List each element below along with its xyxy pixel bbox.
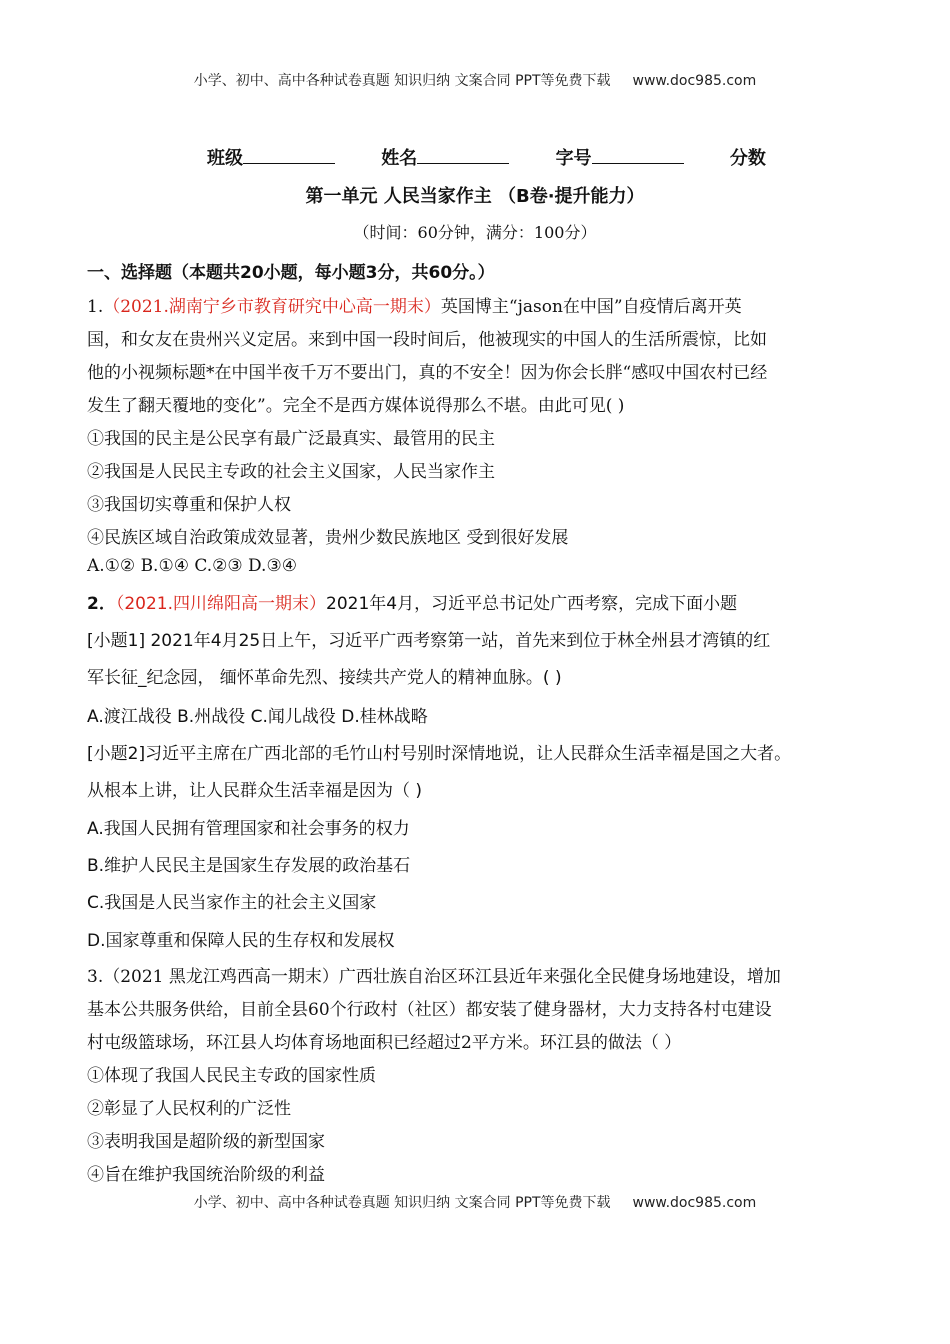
q2-sub2-option: C.我国是人民当家作主的社会主义国家	[87, 893, 377, 913]
q1-option: ②我国是人民民主专政的社会主义国家，人民当家作主	[87, 462, 495, 482]
section-heading: 一、选择题（本题共20小题，每小题3分，共60分。）	[87, 263, 495, 283]
id-label: 字号	[555, 148, 592, 169]
q2-sub1-line: 军长征_纪念园， 缅怀革命先烈、接续共产党人的精神血脉。( )	[87, 668, 562, 688]
q1-line: 1.（2021.湖南宁乡市教育研究中心高一期末）英国博主“jason在中国”自疫情后离开英	[87, 297, 742, 317]
q1-line: 他的小视频标题*在中国半夜千万不要出门，真的不安全！因为你会长胖“感叹中国农村已经	[87, 363, 768, 383]
class-label: 班级	[207, 148, 243, 169]
header-url[interactable]: www.doc985.com	[632, 73, 757, 89]
q3-option: ②彰显了人民权利的广泛性	[87, 1099, 291, 1119]
q2-sub2-option: B.维护人民民主是国家生存发展的政治基石	[87, 856, 411, 876]
q2-sub2-line: 从根本上讲，让人民群众生活幸福是因为（ )	[87, 781, 423, 801]
q2-intro: 2021年4月，习近平总书记处广西考察，完成下面小题	[326, 594, 738, 614]
q1-line: 国，和女友在贵州兴义定居。来到中国一段时间后，他被现实的中国人的生活所震惊，比如	[87, 330, 767, 350]
header-text: 小学、初中、高中各种试卷真题 知识归纳 文案合同 PPT等免费下载	[193, 73, 611, 89]
q2-sub2-option: A.我国人民拥有管理国家和社会事务的权力	[87, 819, 410, 839]
q2-line	[87, 589, 737, 614]
page-title: 第一单元 人民当家作主 （B卷·提升能力）	[305, 186, 645, 207]
q3-option: ①体现了我国人民民主专政的国家性质	[87, 1066, 376, 1086]
page-header	[0, 70, 950, 90]
q3-option: ④旨在维护我国统治阶级的利益	[87, 1165, 325, 1185]
score-label: 分数	[729, 148, 766, 169]
q3-line: 3.（2021 黑龙江鸡西高一期末）广西壮族自治区环江县近年来强化全民健身场地建设，增加	[87, 967, 781, 987]
q1-line: 发生了翻天覆地的变化”。完全不是西方媒体说得那么不堪。由此可见( )	[87, 396, 625, 416]
q3-line: 村屯级篮球场，环江县人均体育场地面积已经超过2平方米。环江县的做法（ ）	[87, 1033, 682, 1053]
q2-source: （2021.四川绵阳高一期末）	[115, 594, 327, 614]
page-footer	[0, 1192, 950, 1212]
q3-line: 基本公共服务供给，目前全县60个行政村（社区）都安装了健身器材，大力支持各村屯建设	[87, 1000, 772, 1020]
q2-number: 2．	[87, 594, 116, 614]
q2-sub1-line: [小题1] 2021年4月25日上午，习近平广西考察第一站，首先来到位于林全州县才湾镇的红	[87, 631, 771, 651]
q2-sub1-answers: A.渡江战役 B.州战役 C.闻儿战役 D.桂林战略	[87, 707, 428, 727]
class-blank[interactable]	[243, 147, 335, 164]
q2-sub2-line: [小题2]习近平主席在广西北部的毛竹山村号别时深情地说，让人民群众生活幸福是国之大者。	[87, 744, 792, 764]
name-label: 姓名	[381, 148, 418, 169]
q1-option: ③我国切实尊重和保护人权	[87, 495, 291, 515]
id-blank[interactable]	[592, 147, 684, 164]
q1-number: 1.	[87, 297, 104, 317]
page-subtitle: （时间：60分钟，满分：100分）	[353, 223, 597, 242]
q3-option: ③表明我国是超阶级的新型国家	[87, 1132, 325, 1152]
footer-url[interactable]: www.doc985.com	[632, 1195, 757, 1211]
q1-option: ④民族区域自治政策成效显著，贵州少数民族地区 受到很好发展	[87, 528, 569, 548]
student-info-row	[207, 144, 766, 170]
name-blank[interactable]	[417, 147, 509, 164]
q1-answers: A.①② B.①④ C.②③ D.③④	[87, 556, 297, 576]
footer-text: 小学、初中、高中各种试卷真题 知识归纳 文案合同 PPT等免费下载	[193, 1195, 611, 1211]
q1-source: （2021.湖南宁乡市教育研究中心高一期末）	[103, 297, 441, 317]
q1-option: ①我国的民主是公民享有最广泛最真实、最管用的民主	[87, 429, 495, 449]
q2-sub2-option: D.国家尊重和保障人民的生存权和发展权	[87, 931, 395, 951]
